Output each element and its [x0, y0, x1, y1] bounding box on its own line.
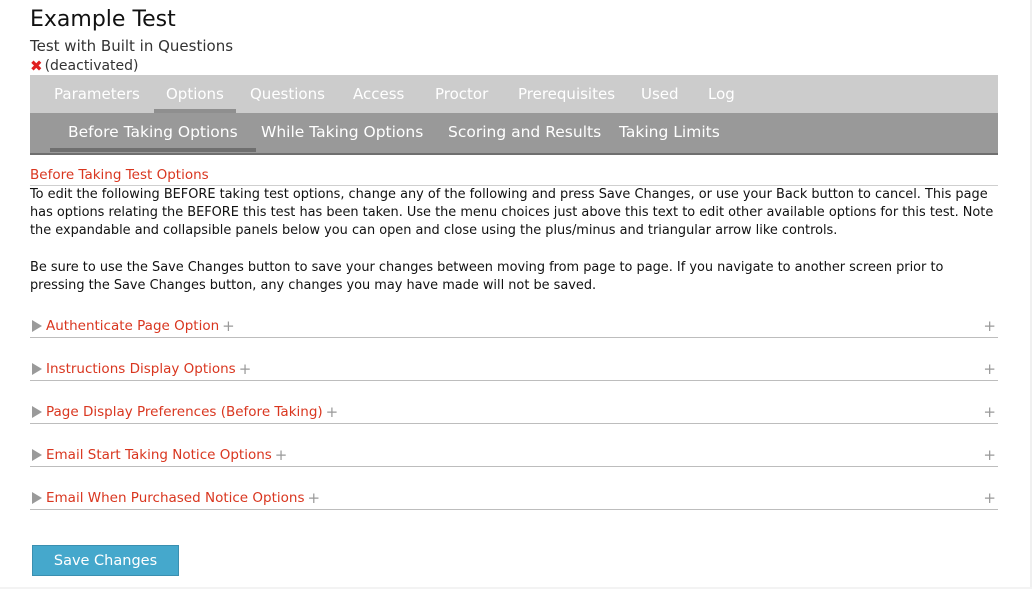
panel-authenticate-page-option[interactable] — [30, 315, 998, 338]
expand-plus-icon[interactable]: + — [983, 317, 996, 335]
subtab-before-taking-options[interactable]: Before Taking Options — [68, 113, 238, 151]
plus-icon[interactable]: + — [222, 317, 235, 335]
tab-log[interactable]: Log — [708, 85, 735, 103]
triangle-right-icon[interactable] — [32, 406, 42, 418]
page-title: Example Test — [30, 7, 176, 32]
secondary-tab-bar — [30, 113, 998, 155]
tab-options[interactable]: Options — [166, 75, 224, 113]
page-subtitle: Test with Built in Questions — [30, 37, 234, 55]
expand-plus-icon[interactable]: + — [983, 403, 996, 421]
expand-plus-icon[interactable]: + — [983, 446, 996, 464]
section-title: Before Taking Test Options — [30, 166, 998, 186]
page-header — [30, 6, 998, 76]
save-changes-button[interactable]: Save Changes — [32, 545, 179, 576]
plus-icon[interactable]: + — [238, 360, 252, 378]
plus-icon[interactable]: + — [274, 446, 288, 464]
triangle-right-icon[interactable] — [32, 449, 42, 461]
expand-plus-icon[interactable]: + — [983, 360, 996, 378]
tab-proctor[interactable]: Proctor — [435, 85, 489, 103]
section-description: To edit the following BEFORE taking test options, change any of the following and press Save Changes, or use your Back button to cancel. This page has options relating the BEFORE this test has been taken. Use the menu choices just above this text to edit other available options for this test. Note the expandable and collapsible panels below you can open and close using the plus/minus and triangular arrow like controls. — [30, 187, 994, 238]
tab-parameters[interactable]: Parameters — [54, 85, 140, 103]
primary-tab-bar — [30, 75, 998, 113]
subtab-taking-limits[interactable]: Taking Limits — [619, 123, 720, 141]
plus-icon[interactable]: + — [307, 489, 321, 507]
status-line — [30, 56, 998, 76]
panel-label[interactable]: Instructions Display Options — [46, 361, 236, 377]
panel-email-when-purchased-notice[interactable] — [30, 487, 998, 510]
triangle-right-icon[interactable] — [32, 363, 42, 375]
plus-icon[interactable]: + — [325, 403, 339, 421]
tab-prerequisites[interactable]: Prerequisites — [518, 85, 616, 103]
tab-access[interactable]: Access — [353, 85, 405, 103]
tab-used[interactable]: Used — [641, 85, 679, 103]
panel-email-start-taking-notice[interactable] — [30, 444, 998, 467]
save-reminder-text: Be sure to use the Save Changes button to save your changes between moving from page to page. If you navigate to another screen prior to pressing the Save Changes button, any changes you may have made will not be saved. — [30, 260, 944, 293]
panel-label[interactable]: Authenticate Page Option — [46, 318, 220, 334]
expand-plus-icon[interactable]: + — [983, 489, 996, 507]
panel-instructions-display-options[interactable] — [30, 358, 998, 381]
panel-page-display-preferences[interactable] — [30, 401, 998, 424]
panel-label[interactable]: Email Start Taking Notice Options — [46, 447, 272, 463]
triangle-right-icon[interactable] — [32, 492, 42, 504]
status-text: (deactivated) — [44, 58, 139, 74]
subtab-while-taking-options[interactable]: While Taking Options — [261, 123, 424, 141]
tab-questions[interactable]: Questions — [250, 85, 325, 103]
panel-label[interactable]: Email When Purchased Notice Options — [46, 490, 305, 506]
subtab-scoring-and-results[interactable]: Scoring and Results — [448, 123, 602, 141]
panel-label[interactable]: Page Display Preferences (Before Taking) — [46, 404, 323, 420]
triangle-right-icon[interactable] — [32, 320, 42, 332]
x-icon: ✖ — [30, 57, 43, 75]
